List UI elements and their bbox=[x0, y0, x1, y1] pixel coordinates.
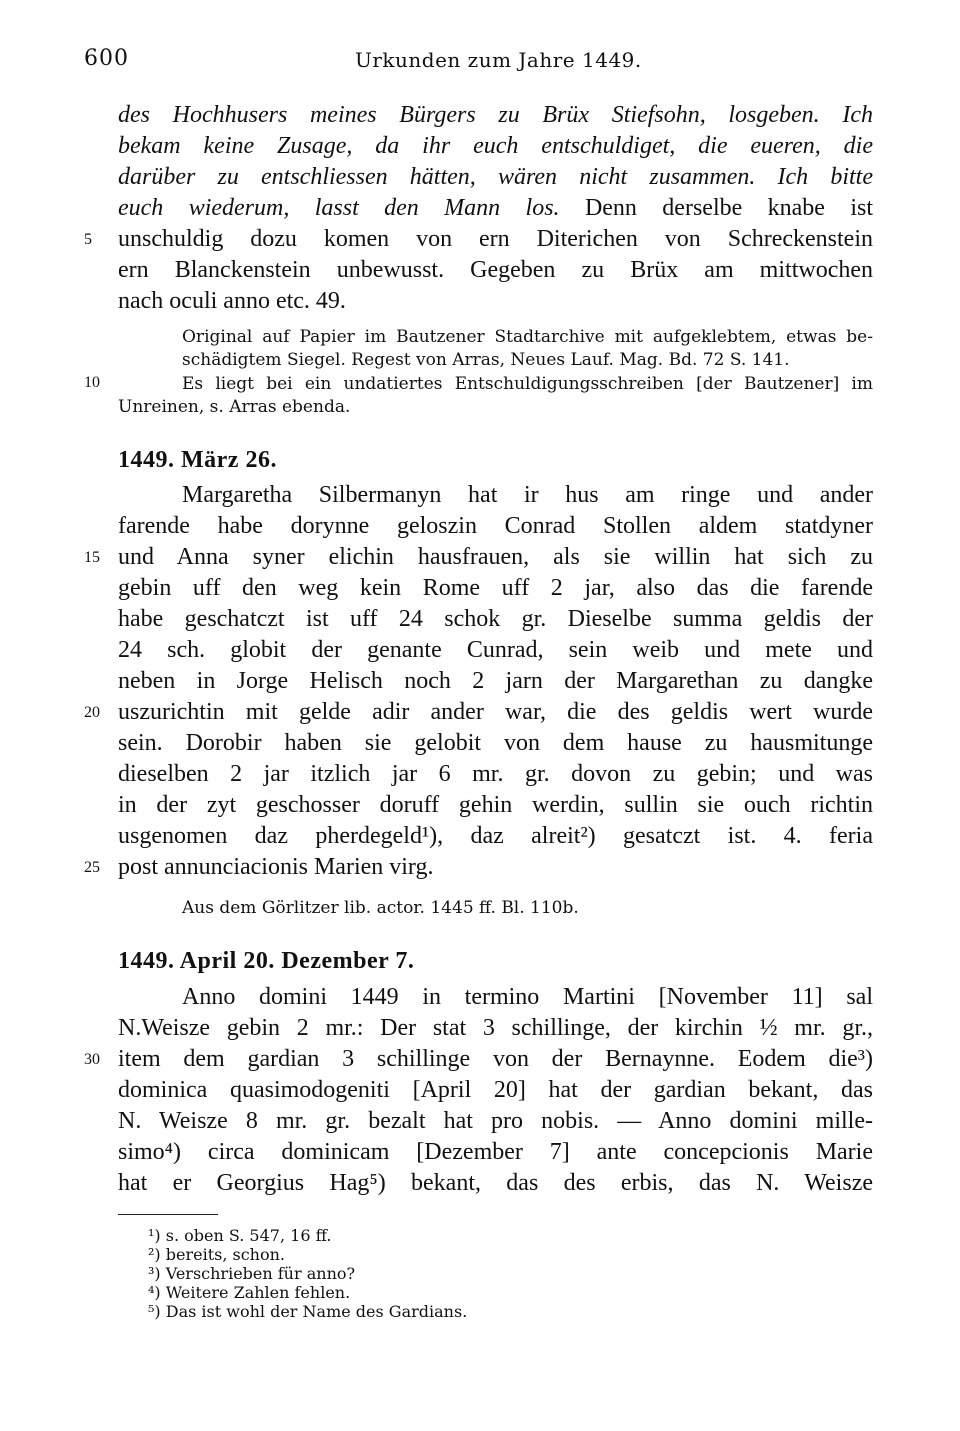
text-line bbox=[118, 193, 873, 223]
text-line: dominica quasimodogeniti [April 20] hat der gardian bekant, das bbox=[118, 1077, 873, 1103]
line-number: 5 bbox=[84, 231, 92, 248]
text-line: farende habe dorynne geloszin Conrad Stollen aldem statdyner bbox=[118, 513, 873, 539]
text-italic-segment: euch wiederum, lasst den Mann los. bbox=[118, 195, 560, 221]
text-line: nach oculi anno etc. 49. bbox=[118, 288, 346, 314]
text-line: unschuldig dozu komen von ern Diterichen von Schreckenstein bbox=[118, 226, 873, 252]
archival-note: Unreinen, s. Arras ebenda. bbox=[118, 397, 351, 417]
text-line: in der zyt geschosser doruff gehin werdin, sullin sie ouch richtin bbox=[118, 792, 873, 818]
text-line: simo⁴) circa dominicam [Dezember 7] ante concepcionis Marie bbox=[118, 1139, 873, 1165]
page-number: 600 bbox=[84, 46, 129, 71]
text-line: ern Blanckenstein unbewusst. Gegeben zu Brüx am mittwochen bbox=[118, 257, 873, 283]
text-line: post annunciacionis Marien virg. bbox=[118, 854, 434, 880]
line-number: 30 bbox=[84, 1051, 100, 1068]
text-line: Anno domini 1449 in termino Martini [November 11] sal bbox=[182, 984, 873, 1010]
text-line: dieselben 2 jar itzlich jar 6 mr. gr. dovon zu gebin; und was bbox=[118, 761, 873, 787]
archival-note: Es liegt bei ein undatiertes Entschuldigungsschreiben [der Bautzener] im bbox=[182, 374, 873, 394]
footnote: ³) Verschrieben für anno? bbox=[148, 1264, 356, 1283]
footnote: ²) bereits, schon. bbox=[148, 1245, 285, 1264]
text-line: Margaretha Silbermanyn hat ir hus am ringe und ander bbox=[182, 482, 873, 508]
line-number: 15 bbox=[84, 549, 100, 566]
text-line: 24 sch. globit der genante Cunrad, sein weib und mete und bbox=[118, 637, 873, 663]
footnote: ¹) s. oben S. 547, 16 ff. bbox=[148, 1226, 332, 1245]
text-roman-segment: Denn derselbe knabe ist bbox=[584, 195, 874, 221]
text-line: sein. Dorobir haben sie gelobit von dem hause zu hausmitunge bbox=[118, 730, 873, 756]
entry-heading: 1449. April 20. Dezember 7. bbox=[118, 948, 415, 974]
footnote: ⁵) Das ist wohl der Name des Gardians. bbox=[148, 1302, 468, 1321]
text-line: neben in Jorge Helisch noch 2 jarn der Margarethan zu dangke bbox=[118, 668, 873, 694]
text-line: und Anna syner elichin hausfrauen, als sie willin hat sich zu bbox=[118, 544, 873, 570]
text-line: uszurichtin mit gelde adir ander war, die des geldis wert wurde bbox=[118, 699, 873, 725]
line-number: 10 bbox=[84, 374, 100, 391]
running-title: Urkunden zum Jahre 1449. bbox=[355, 48, 642, 72]
text-line: N.Weisze gebin 2 mr.: Der stat 3 schillinge, der kirchin ½ mr. gr., bbox=[118, 1015, 873, 1041]
footnote-rule bbox=[118, 1214, 218, 1215]
line-number: 20 bbox=[84, 704, 100, 721]
text-line: habe geschatczt ist uff 24 schok gr. Dieselbe summa geldis der bbox=[118, 606, 873, 632]
text-line: item dem gardian 3 schillinge von der Bernaynne. Eodem die³) bbox=[118, 1046, 873, 1072]
archival-note: Original auf Papier im Bautzener Stadtarchive mit aufgeklebtem, etwas be- bbox=[182, 327, 873, 347]
line-number: 25 bbox=[84, 859, 100, 876]
text-line: darüber zu entschliessen hätten, wären nicht zusammen. Ich bitte bbox=[118, 164, 873, 190]
text-line: gebin uff den weg kein Rome uff 2 jar, also das die farende bbox=[118, 575, 873, 601]
entry-heading: 1449. März 26. bbox=[118, 447, 277, 473]
text-line: des Hochhusers meines Bürgers zu Brüx Stiefsohn, losgeben. Ich bbox=[118, 102, 873, 128]
text-line: bekam keine Zusage, da ihr euch entschuldiget, die eueren, die bbox=[118, 133, 873, 159]
archival-note: schädigtem Siegel. Regest von Arras, Neues Lauf. Mag. Bd. 72 S. 141. bbox=[182, 350, 790, 370]
text-line: usgenomen daz pherdegeld¹), daz alreit²) gesatczt ist. 4. feria bbox=[118, 823, 873, 849]
source-note: Aus dem Görlitzer lib. actor. 1445 ff. Bl. 110b. bbox=[182, 898, 579, 918]
text-line: hat er Georgius Hag⁵) bekant, das des erbis, das N. Weisze bbox=[118, 1170, 873, 1196]
footnote: ⁴) Weitere Zahlen fehlen. bbox=[148, 1283, 351, 1302]
text-line: N. Weisze 8 mr. gr. bezalt hat pro nobis. — Anno domini mille- bbox=[118, 1108, 873, 1134]
